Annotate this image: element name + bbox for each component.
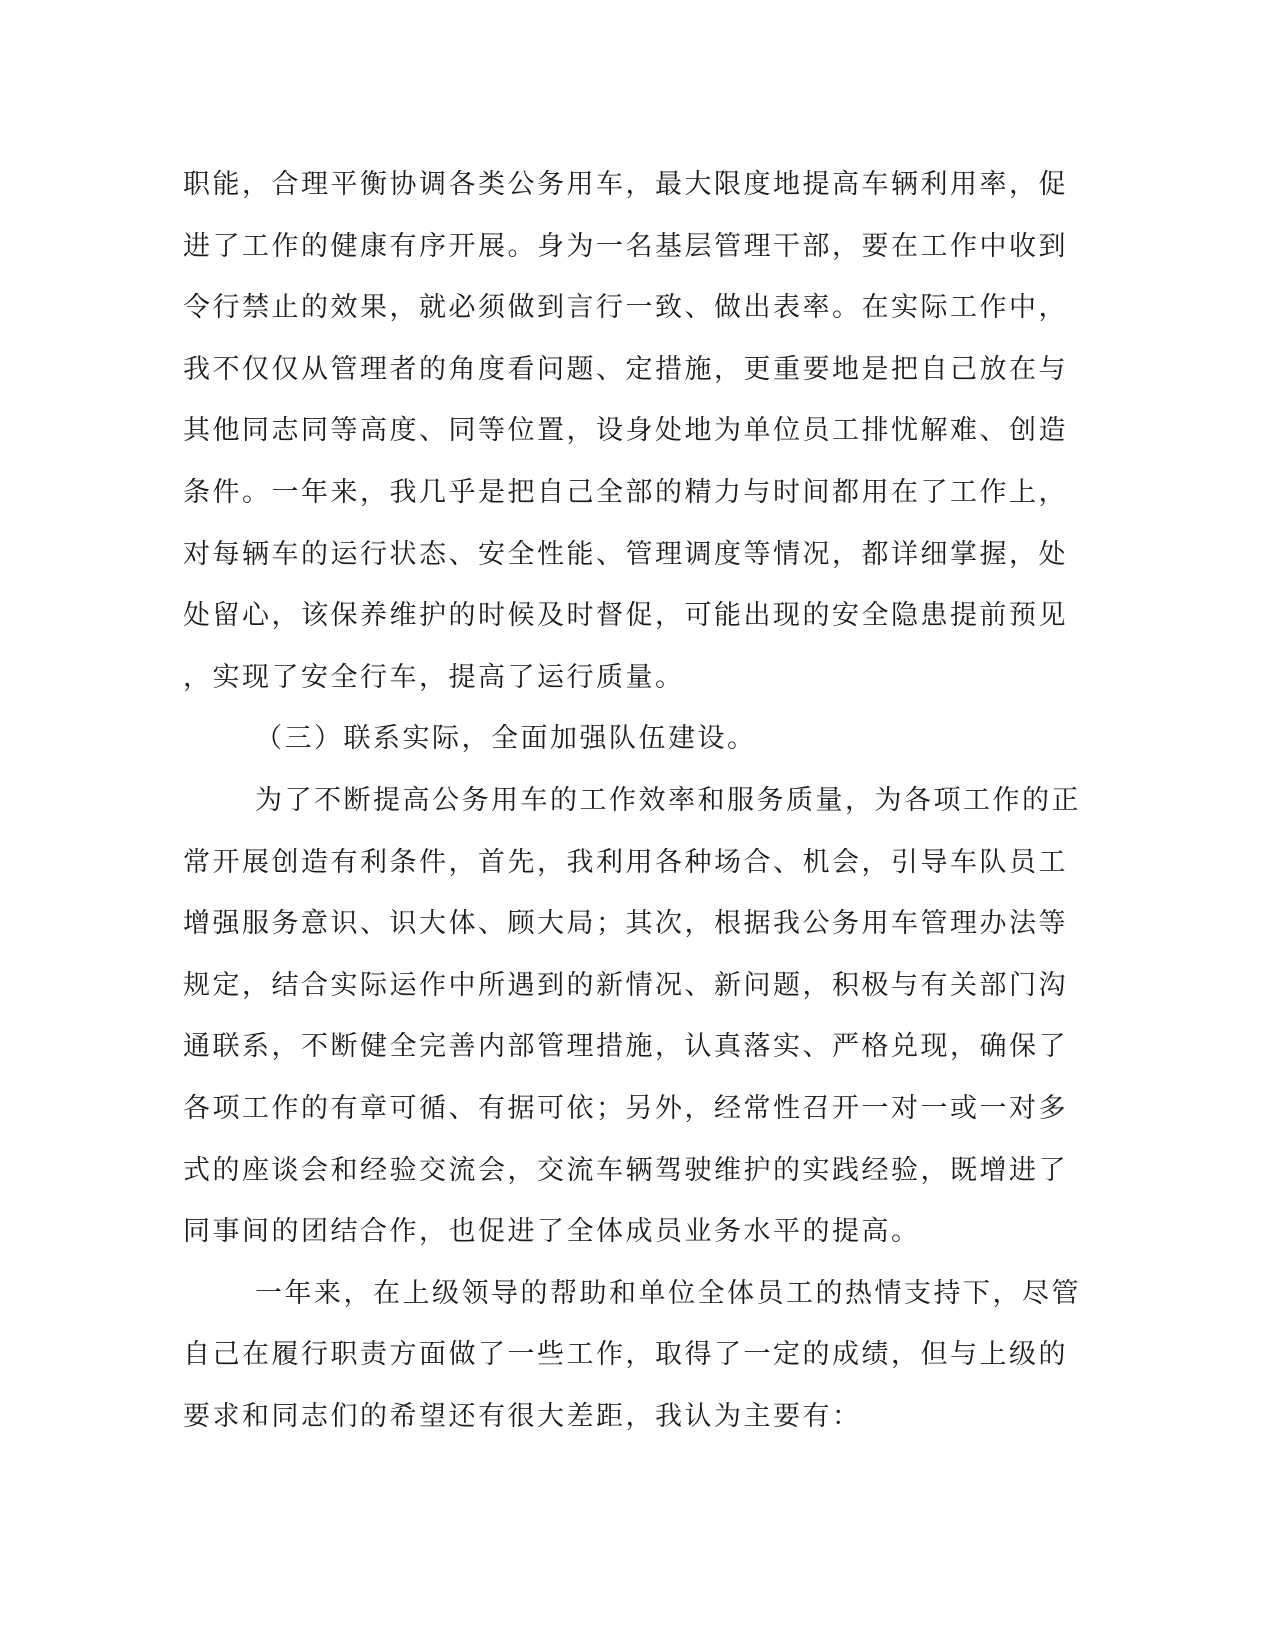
text-line: 令行禁止的效果，就必须做到言行一致、做出表率。在实际工作中， [183,292,1068,324]
text-line: 同事间的团结合作，也促进了全体成员业务水平的提高。 [183,1216,921,1248]
text-line: 式的座谈会和经验交流会，交流车辆驾驶维护的实践经验，既增进了 [183,1154,1068,1186]
text-line: 对每辆车的运行状态、安全性能、管理调度等情况，都详细掌握，处 [183,538,1068,570]
text-line: 要求和同志们的希望还有很大差距，我认为主要有： [183,1400,862,1432]
body-text [183,165,1083,1458]
text-line: 规定，结合实际运作中所遇到的新情况、新问题，积极与有关部门沟 [183,969,1068,1001]
text-line: 我不仅仅从管理者的角度看问题、定措施，更重要地是把自己放在与 [183,353,1068,385]
paragraph-start: 一年来，在上级领导的帮助和单位全体员工的热情支持下，尽管 [255,1277,1081,1309]
text-line: 处留心，该保养维护的时候及时督促，可能出现的安全隐患提前预见 [183,600,1068,632]
text-line: 通联系，不断健全完善内部管理措施，认真落实、严格兑现，确保了 [183,1031,1068,1063]
text-line: 职能，合理平衡协调各类公务用车，最大限度地提高车辆利用率，促 [183,169,1068,200]
text-line: ，实现了安全行车，提高了运行质量。 [183,661,685,693]
text-line: 进了工作的健康有序开展。身为一名基层管理干部，要在工作中收到 [183,230,1068,262]
text-line: 条件。一年来，我几乎是把自己全部的精力与时间都用在了工作上， [183,476,1068,508]
section-heading: （三）联系实际，全面加强队伍建设。 [255,723,757,755]
text-line: 其他同志同等高度、同等位置，设身处地为单位员工排忧解难、创造 [183,415,1068,447]
text-line: 各项工作的有章可循、有据可依；另外，经常性召开一对一或一对多 [183,1092,1068,1124]
text-line: 增强服务意识、识大体、顾大局；其次，根据我公务用车管理办法等 [183,908,1068,940]
paragraph-start: 为了不断提高公务用车的工作效率和服务质量，为各项工作的正 [255,784,1081,816]
text-line: 自己在履行职责方面做了一些工作，取得了一定的成绩，但与上级的 [183,1339,1068,1371]
text-line: 常开展创造有利条件，首先，我利用各种场合、机会，引导车队员工 [183,846,1068,878]
